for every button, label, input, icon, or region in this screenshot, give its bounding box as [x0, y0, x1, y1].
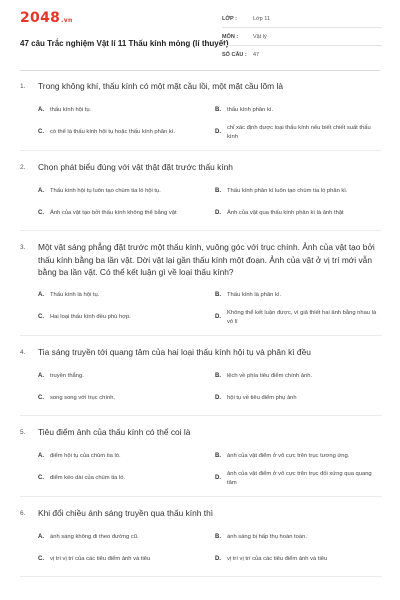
- option-label: B.: [215, 107, 221, 114]
- option-label: A.: [38, 453, 44, 460]
- question-number: 2.: [20, 163, 26, 171]
- option-label: B.: [215, 533, 221, 540]
- option-label: B.: [215, 372, 221, 379]
- page-header: [0, 0, 400, 64]
- option-label: C.: [38, 475, 44, 482]
- question-item: [20, 78, 382, 151]
- option-label: C.: [38, 209, 44, 216]
- question-item: [20, 424, 382, 497]
- option-text: ảnh của vật điểm ở vô cực trên trục tương ứng.: [227, 453, 350, 460]
- option-d[interactable]: [215, 387, 382, 409]
- option-text: vị trí vị trí của các tiêu điểm ảnh và tiêu: [227, 555, 328, 562]
- option-label: A.: [38, 372, 44, 379]
- option-a[interactable]: [38, 285, 205, 307]
- question-text-row: [20, 78, 382, 100]
- option-text: hội tụ về tiêu điểm phụ ảnh: [227, 394, 297, 401]
- question-text: Khi đổi chiều ánh sáng truyền qua thấu kính thì: [38, 507, 214, 518]
- question-item: [20, 344, 382, 417]
- option-label: D.: [215, 394, 221, 401]
- option-text: Thấu kính là phân kì.: [227, 292, 282, 299]
- option-label: C.: [38, 555, 44, 562]
- option-c[interactable]: [38, 202, 205, 224]
- option-text: Thấu kính hội tụ luôn tạo chùm tia ló hội tụ.: [50, 187, 161, 194]
- option-label: D.: [215, 129, 221, 136]
- option-text: chỉ xác định được loại thấu kính nếu biết chiết suất thấu kính: [227, 125, 371, 140]
- option-a[interactable]: [38, 526, 205, 548]
- question-text: Một vật sáng phẳng đặt trước một thấu kính, vuông góc với trục chính. Ảnh của vật tạo bởi thấu kính bằng ba lần vật. Dời vật lại gần thấu kính một đoạn. Ảnh của vật ở vị trí mới vẫn bằng ba lần vật. Có thể kết luận gì về loại thấu kính?: [38, 242, 375, 277]
- option-label: A.: [38, 107, 44, 114]
- option-text: Thấu kính là hội tụ.: [50, 292, 100, 299]
- meta-value: 47: [253, 51, 260, 58]
- meta-row-count: [222, 46, 382, 63]
- option-grid: [20, 100, 382, 144]
- option-label: A.: [38, 533, 44, 540]
- option-label: D.: [215, 209, 221, 216]
- option-label: C.: [38, 314, 44, 321]
- question-number: 5.: [20, 429, 26, 436]
- question-text: Tiêu điểm ảnh của thấu kính có thể coi là: [38, 427, 191, 437]
- option-c[interactable]: [38, 122, 205, 144]
- document-title: 47 câu Trắc nghiệm Vật lí 11 Thấu kính mỏng (lí thuyết): [20, 39, 229, 48]
- document-meta: [222, 10, 382, 63]
- option-a[interactable]: [38, 365, 205, 387]
- question-text: Tia sáng truyền tới quang tâm của hai loại thấu kính hội tụ và phân kì đều: [38, 346, 311, 357]
- option-c[interactable]: [38, 307, 205, 329]
- option-label: A.: [38, 292, 44, 299]
- option-text: có thể là thấu kính hội tụ hoặc thấu kính phân kì.: [50, 129, 176, 136]
- question-number: 4.: [20, 348, 26, 356]
- option-label: B.: [215, 453, 221, 460]
- option-text: Không thể kết luận được, vì giả thiết hai ảnh bằng nhau là vô lí: [227, 310, 377, 325]
- option-label: C.: [38, 129, 44, 136]
- meta-key: MÔN :: [222, 33, 239, 40]
- option-text: Ảnh của vật tạo bởi thấu kính không thể bằng vật: [50, 209, 177, 216]
- option-label: A.: [38, 187, 44, 194]
- question-list: [20, 78, 382, 585]
- question-text-row: [20, 159, 382, 181]
- option-d[interactable]: [215, 307, 382, 329]
- option-a[interactable]: [38, 446, 205, 468]
- site-logo[interactable]: 2048.vn: [20, 10, 73, 26]
- question-text-row: [20, 344, 382, 366]
- option-b[interactable]: [215, 446, 382, 468]
- meta-key: SỐ CÂU :: [222, 51, 247, 58]
- option-d[interactable]: [215, 468, 382, 490]
- question-text-row: [20, 239, 382, 285]
- option-b[interactable]: [215, 365, 382, 387]
- option-c[interactable]: [38, 468, 205, 490]
- meta-row-class: [222, 10, 382, 28]
- option-a[interactable]: [38, 180, 205, 202]
- meta-key: LỚP :: [222, 15, 237, 22]
- option-text: Hai loại thấu kính đều phù hợp.: [50, 314, 131, 321]
- question-text-row: [20, 505, 382, 527]
- question-number: 6.: [20, 509, 26, 517]
- question-item: [20, 505, 382, 578]
- option-text: truyền thẳng.: [50, 372, 84, 379]
- option-label: D.: [215, 314, 221, 321]
- question-number: 3.: [20, 244, 26, 251]
- option-text: lệch về phía tiêu điểm chính ảnh.: [227, 372, 313, 379]
- option-c[interactable]: [38, 387, 205, 409]
- option-text: song song với trục chính.: [50, 394, 116, 401]
- option-label: C.: [38, 394, 44, 401]
- option-c[interactable]: [38, 548, 205, 570]
- option-d[interactable]: [215, 122, 382, 144]
- option-label: B.: [215, 187, 221, 194]
- option-text: ánh sáng không đi theo đường cũ.: [50, 533, 139, 540]
- option-grid: [20, 446, 382, 490]
- option-grid: [20, 180, 382, 224]
- question-text: Chọn phát biểu đúng với vật thật đặt trước thấu kính: [38, 161, 233, 172]
- option-text: thấu kính phân kì.: [227, 107, 274, 114]
- option-label: D.: [215, 475, 221, 482]
- option-label: B.: [215, 292, 221, 299]
- option-grid: [20, 285, 382, 329]
- option-d[interactable]: [215, 548, 382, 570]
- option-text: vị trí vị trí của các tiêu điểm ảnh và tiêu: [50, 555, 151, 562]
- option-label: D.: [215, 555, 221, 562]
- question-number: 1.: [20, 83, 26, 90]
- option-text: Thấu kính phân kì luôn tạo chùm tia ló phân kì.: [227, 187, 348, 194]
- meta-row-subject: [222, 28, 382, 46]
- option-d[interactable]: [215, 202, 382, 224]
- option-text: ảnh của vật điểm ở vô cực trên trục đối xứng qua quang tâm: [227, 471, 372, 486]
- option-text: điểm kéo dài của chùm tia ló.: [50, 475, 126, 482]
- option-text: thấu kính hội tụ.: [50, 107, 92, 114]
- option-b[interactable]: [215, 285, 382, 307]
- option-b[interactable]: [215, 526, 382, 548]
- meta-value: Lớp 11: [253, 15, 270, 22]
- option-grid: [20, 526, 382, 570]
- question-item: [20, 239, 382, 336]
- option-text: Ảnh của vật qua thấu kính phân kì là ảnh thật: [227, 209, 344, 216]
- option-text: điểm hội tụ của chùm tia ló.: [50, 453, 121, 460]
- question-text: Trong không khí, thấu kính có một mặt cầu lồi, một mặt cầu lõm là: [38, 81, 284, 91]
- option-a[interactable]: [38, 100, 205, 122]
- question-item: [20, 159, 382, 232]
- header-divider: [20, 70, 380, 71]
- option-text: ánh sáng bị hấp thụ hoàn toàn.: [227, 533, 307, 540]
- option-b[interactable]: [215, 180, 382, 202]
- option-grid: [20, 365, 382, 409]
- question-text-row: [20, 424, 382, 446]
- meta-value: Vật lý: [253, 33, 267, 40]
- option-b[interactable]: [215, 100, 382, 122]
